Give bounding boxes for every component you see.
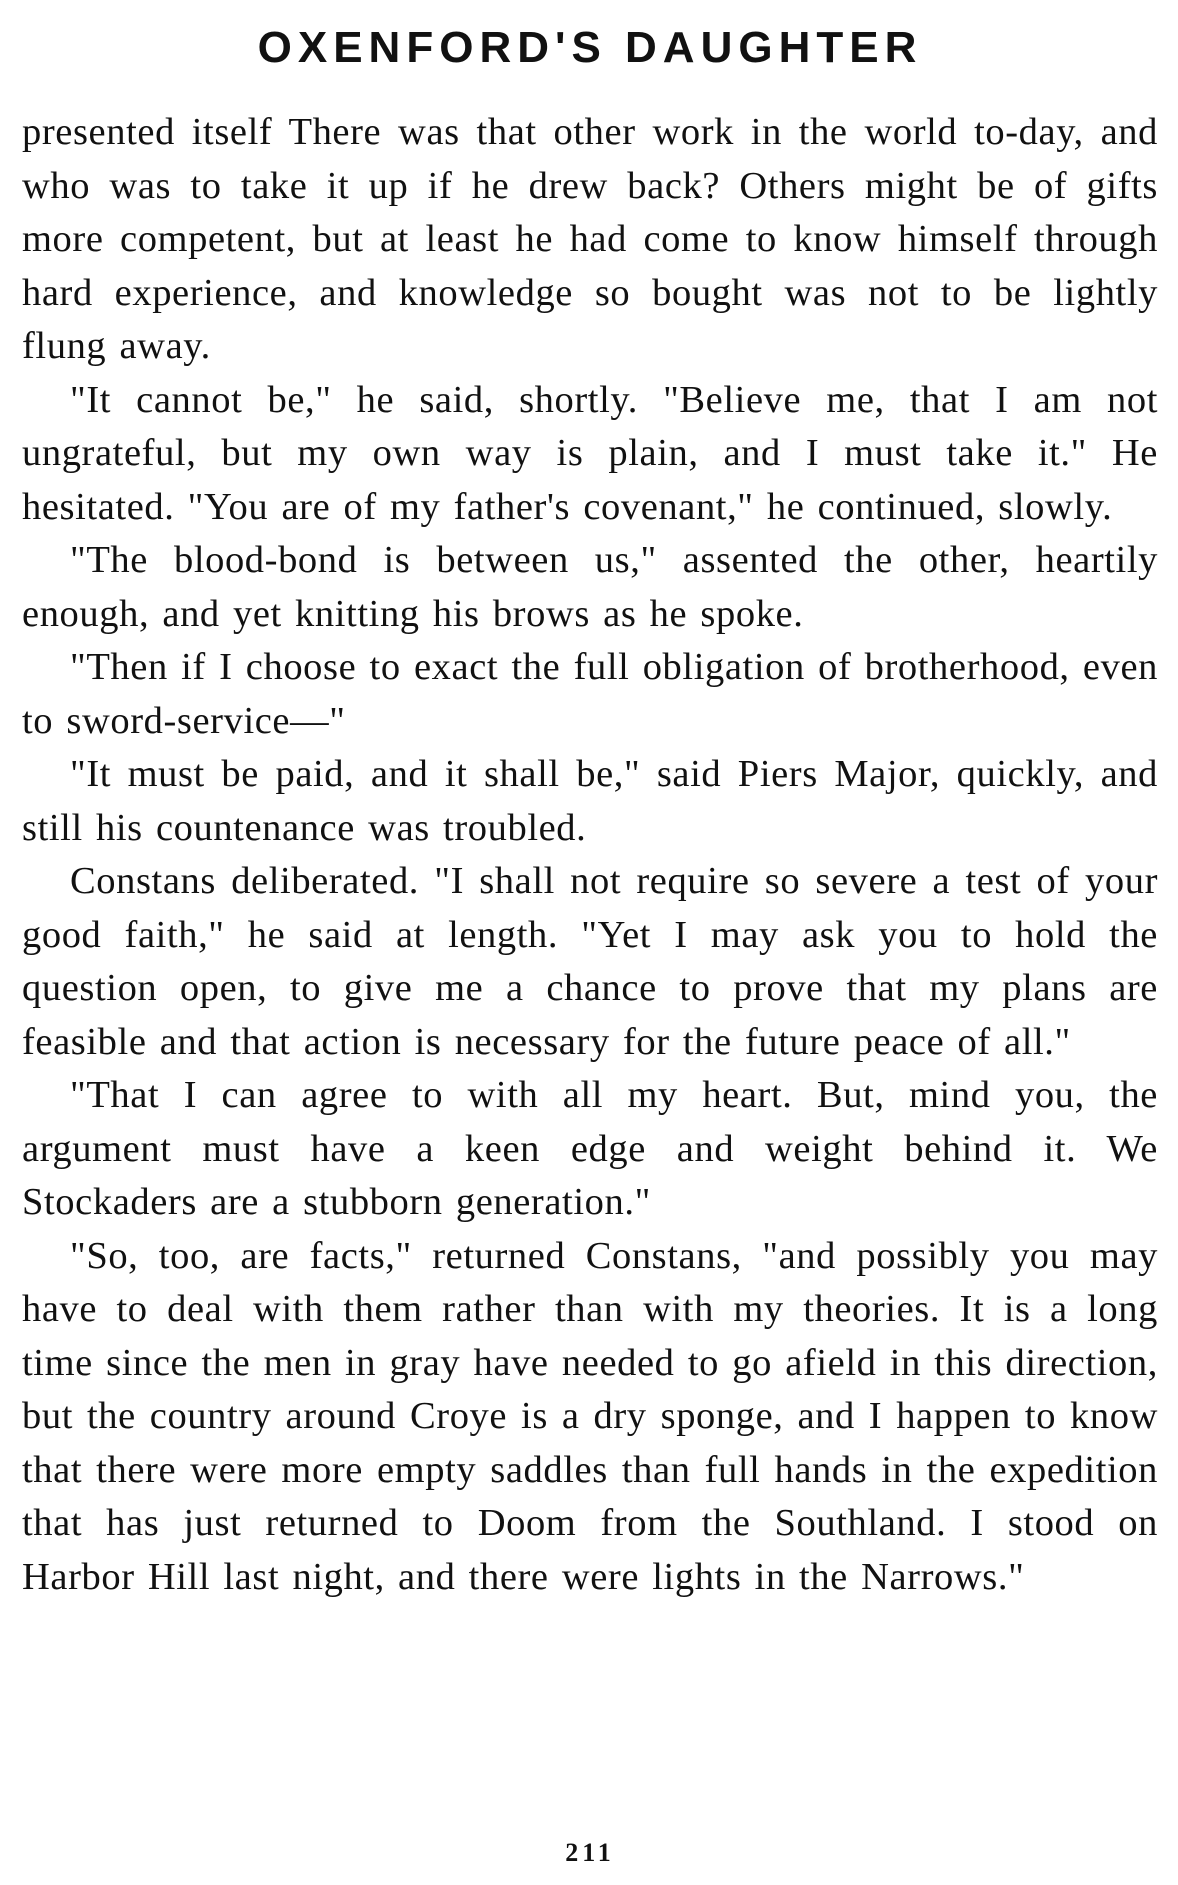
paragraph: Constans deliberated. "I shall not require so severe a test of your good faith," he said at length. "Yet I may ask you to hold the question open, to give me a chance to prove that my plans are feasible and that action is necessary for the future peace of all.": [22, 860, 1158, 1063]
paragraph: "That I can agree to with all my heart. But, mind you, the argument must have a keen edge and weight behind it. We Stockaders are a stubborn generation.": [22, 1074, 1158, 1223]
paragraph: presented itself There was that other work in the world to-day, and who was to take it up if he drew back? Others might be of gifts more competent, but at least he had come to know himself through hard experience, and knowledge so bought was not to be lightly flung away.: [22, 111, 1158, 367]
paragraph: "So, too, are facts," returned Constans, "and possibly you may have to deal with them rather than with my theories. It is a long time since the men in gray have needed to go afield in this direction, but the country around Croye is a dry sponge, and I happen to know that there were more empty saddles than full hands in the expedition that has just returned to Doom from the Southland. I stood on Harbor Hill last night, and there were lights in the Narrows.": [22, 1234, 1158, 1598]
running-head: OXENFORD'S DAUGHTER: [257, 23, 923, 72]
paragraph: "It cannot be," he said, shortly. "Believe me, that I am not ungrateful, but my own way is plain, and I must take it." He hesitated. "You are of my father's covenant," he continued, slowly.: [22, 378, 1158, 528]
paragraph: "It must be paid, and it shall be," said Piers Major, quickly, and still his countenance was troubled.: [22, 753, 1158, 849]
book-page: [22, 18, 1158, 1868]
paragraph: "The blood-bond is between us," assented the other, heartily enough, and yet knitting his brows as he spoke.: [22, 539, 1158, 635]
body-text: [22, 106, 1158, 1604]
page-number: 211: [565, 1838, 615, 1867]
paragraph: "Then if I choose to exact the full obligation of brotherhood, even to sword-service—": [22, 646, 1158, 742]
